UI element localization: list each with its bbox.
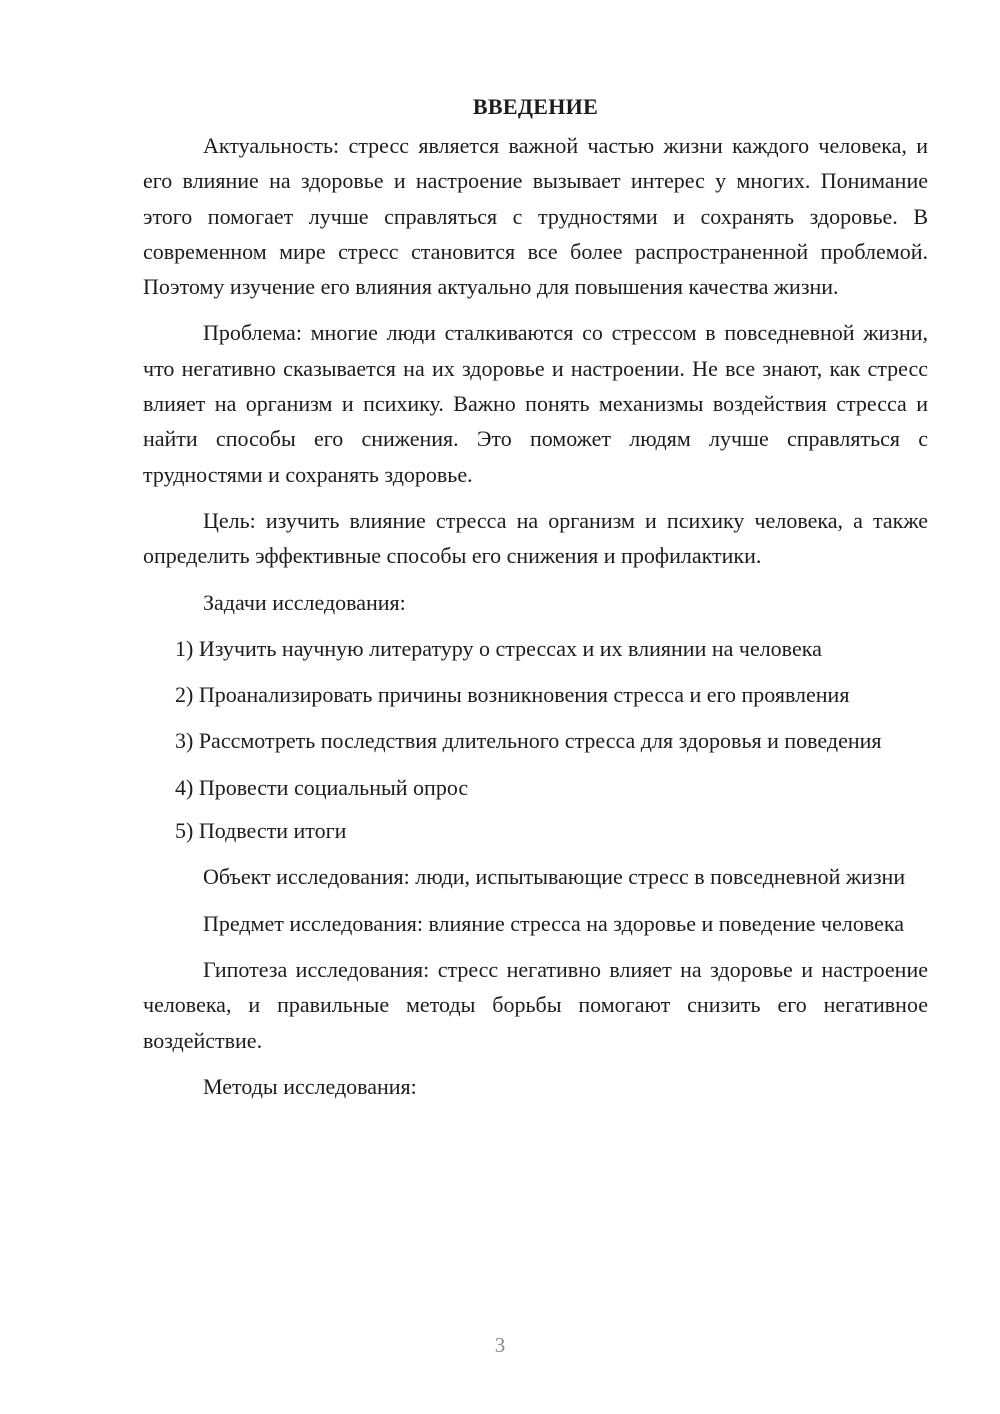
task-item-2: 2) Проанализировать причины возникновения стресса и его проявления (175, 682, 850, 708)
task-item-1: 1) Изучить научную литературу о стрессах и их влиянии на человека (175, 635, 822, 661)
paragraph-hypothesis: Гипотеза исследования: стресс негативно влияет на здоровье и настроение человека, и правильные методы борьбы помогают снизить его негативное воздействие. (143, 956, 928, 1053)
methods-title: Методы исследования: (203, 1073, 417, 1099)
paragraph-relevance: Актуальность: стресс является важной частью жизни каждого человека, и его влияние на здоровье и настроение вызывает интерес у многих. Понимание этого помогает лучше справляться с трудностями и сохранять здоровье. В современном мире стресс становится все более распространенной проблемой. Поэтому изучение его влияния актуально для повышения качества жизни. (143, 133, 928, 300)
page-title: ВВЕДЕНИЕ (472, 94, 599, 119)
task-item-4: 4) Провести социальный опрос (175, 774, 469, 800)
paragraph-object: Объект исследования: люди, испытывающие стресс в повседневной жизни (203, 864, 906, 890)
task-item-3: 3) Рассмотреть последствия длительного стресса для здоровья и поведения (175, 728, 882, 754)
paragraph-problem: Проблема: многие люди сталкиваются со стрессом в повседневной жизни, что негативно сказывается на их здоровье и настроении. Не все знают, как стресс влияет на организм и психику. Важно понять механизмы воздействия стресса и найти способы его снижения. Это поможет людям лучше справляться с трудностями и сохранять здоровье. (143, 320, 928, 487)
paragraph-goal: Цель: изучить влияние стресса на организм и психику человека, а также определить эффективные способы его снижения и профилактики. (143, 507, 928, 569)
paragraph-subject: Предмет исследования: влияние стресса на здоровье и поведение человека (203, 910, 904, 936)
task-item-5: 5) Подвести итоги (175, 818, 347, 844)
page-number: 3 (494, 1333, 506, 1357)
tasks-title: Задачи исследования: (203, 589, 406, 615)
document-page (143, 92, 928, 1104)
